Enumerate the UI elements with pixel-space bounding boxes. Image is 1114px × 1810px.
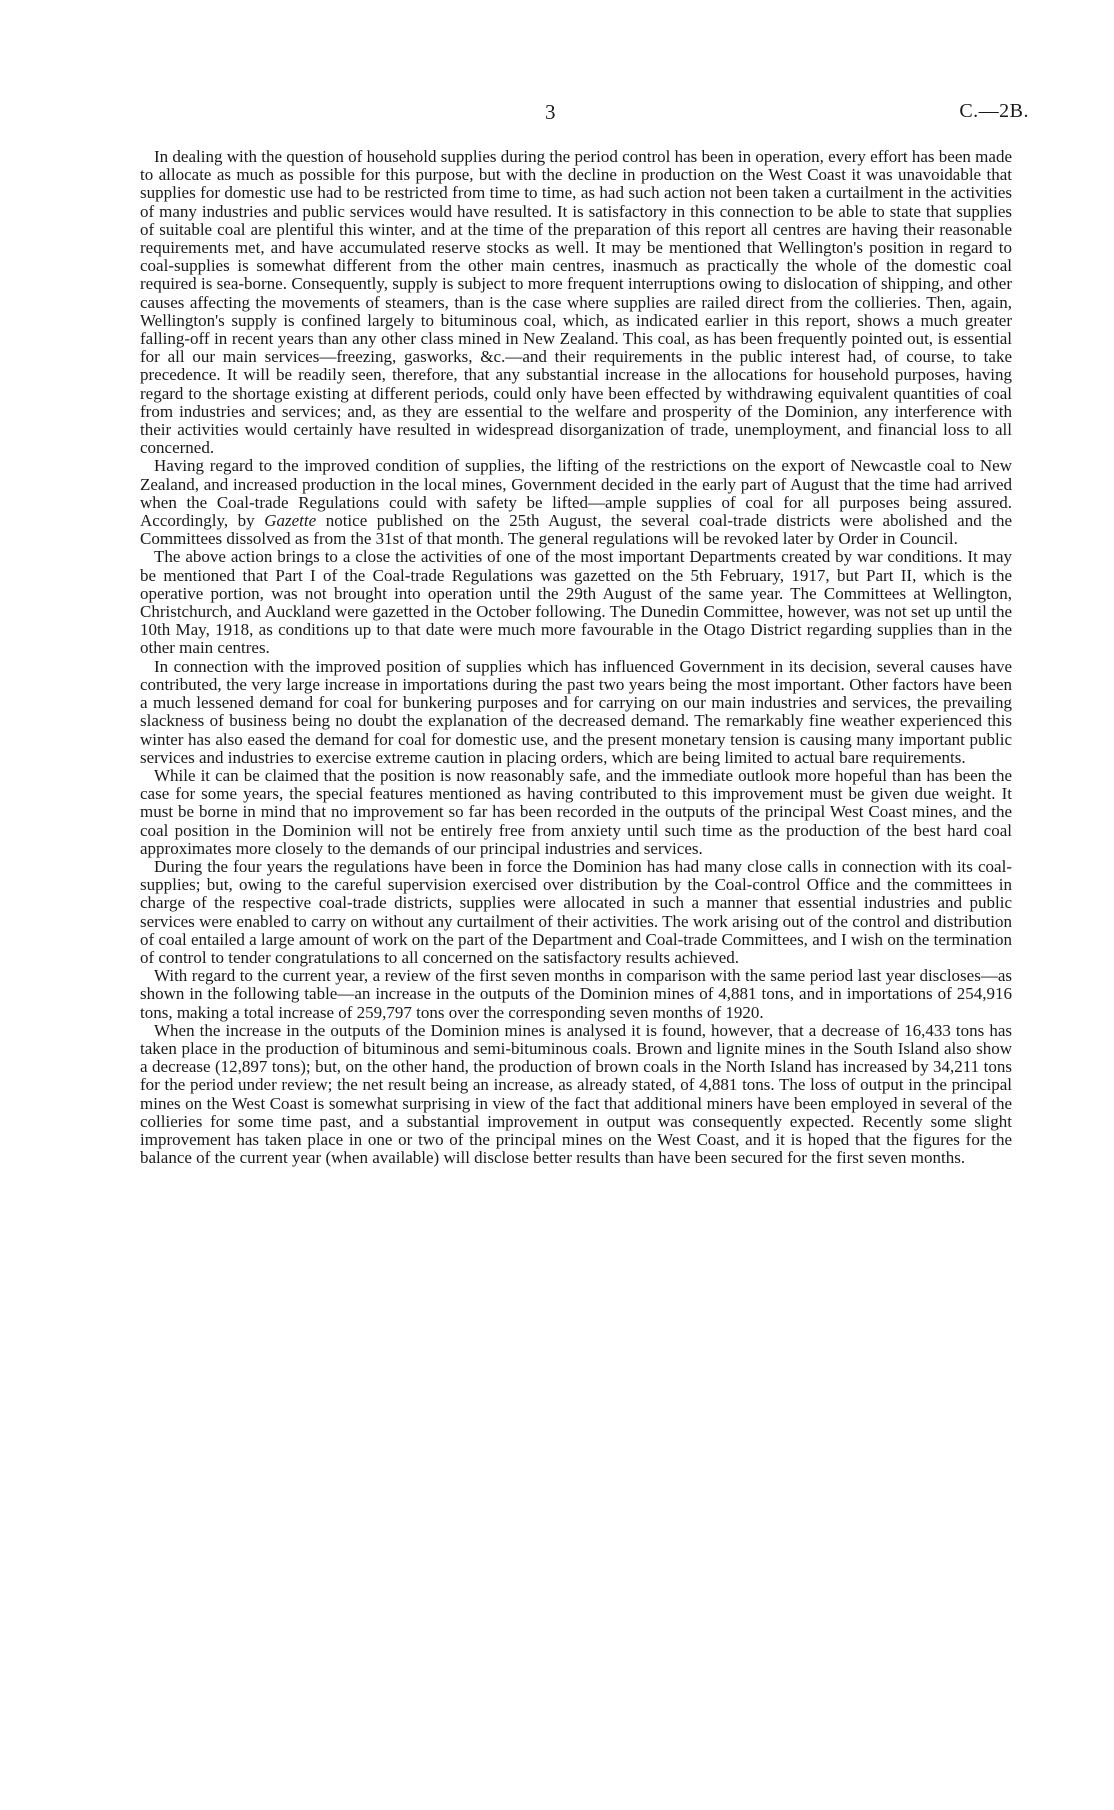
paragraph-lifting-restrictions [140,457,1012,548]
paragraph-analysis: When the increase in the outputs of the Dominion mines is analysed it is found, however, that a decrease of 16,433 tons has taken place in the production of bituminous and semi-bituminous coals. Brown and lignite mines in the South Island also show a decrease (12,897 tons); but, on the other hand, the production of brown coals in the North Island has increased by 34,211 tons for the period under review; the net result being an increase, as already stated, of 4,881 tons. The loss of output in the principal mines on the West Coast is somewhat surprising in view of the fact that additional miners have been employed in several of the collieries for some time past, and a substantial improvement in output was consequently expected. Recently some slight improvement has taken place in one or two of the principal mines on the West Coast, and it is hoped that the figures for the balance of the current year (when available) will disclose better results than have been secured for the first seven months. [140,1020,1012,1168]
paragraph-war-department: The above action brings to a close the activities of one of the most important Departments created by war conditions. It may be mentioned that Part I of the Coal-trade Regulations was gazetted on the 5th February, 1917, but Part II, which is the operative portion, was not brought into operation until the 29th August of the same year. The Committees at Wellington, Christchurch, and Auckland were gazetted in the October following. The Dunedin Committee, however, was not set up until the 10th May, 1918, as conditions up to that date were much more favourable in the Otago District regarding supplies than in the other main centres. [140,547,1012,658]
body-text [140,148,1012,1167]
paragraph-improved-position: In connection with the improved position of supplies which has influenced Government in its decision, several causes have contributed, the very large increase in importations during the past two years being the most important. Other factors have been a much lessened demand for coal for bunkering purposes and for carrying on our main industries and services, the prevailing slackness of business being no doubt the explanation of the decreased demand. The remarkably fine weather experienced this winter has also eased the demand for coal for domestic use, and the present monetary tension is causing many important public services and industries to exercise extreme caution in placing orders, which are being limited to actual bare requirements. [140,656,1012,767]
paragraph-current-year: With regard to the current year, a review of the first seven months in comparison with the same period last year discloses—as shown in the following table—an increase in the outputs of the Dominion mines of 4,881 tons, and in importations of 254,916 tons, making a total increase of 259,797 tons over the corresponding seven months of 1920. [140,966,1012,1022]
paragraph-text: notice published on the 25th August, the several coal-trade districts were abolished and the Committees dissolved as from the 31st of that month. The general regulations will be revoked later by Order in Council. [140,511,1013,549]
document-reference: C.—2B. [959,100,1029,122]
paragraph-outlook: While it can be claimed that the position is now reasonably safe, and the immediate outlook more hopeful than has been the case for some years, the special features mentioned as having contributed to this improvement must be given due weight. It must be borne in mind that no improvement so far has been recorded in the outputs of the principal West Coast mines, and the coal position in the Dominion will not be entirely free from anxiety until such time as the production of the best hard coal approximates more closely to the demands of our principal industries and services. [140,765,1012,858]
page-number: 3 [545,100,556,124]
paragraph-household-supplies: In dealing with the question of household supplies during the period control has been in operation, every effort has been made to allocate as much as possible for this purpose, but with the decline in production on the West Coast it was unavoidable that supplies for domestic use had to be restricted from time to time, as had such action not been taken a curtailment in the activities of many industries and public services would have resulted. It is satisfactory in this connection to be able to state that supplies of suitable coal are plentiful this winter, and at the time of the preparation of this report all centres are having their reasonable requirements met, and have accumulated reserve stocks as well. It may be mentioned that Wellington's position in regard to coal-supplies is somewhat different from the other main centres, inasmuch as practically the whole of the domestic coal required is sea-borne. Consequently, supply is subject to more frequent interruptions owing to dislocation of shipping, and other causes affecting the movements of steamers, than is the case where supplies are railed direct from the collieries. Then, again, Wellington's supply is confined largely to bituminous coal, which, as indicated earlier in this report, shows a much greater falling-off in recent years than any other class mined in New Zealand. This coal, as has been frequently pointed out, is essential for all our main services—freezing, gasworks, &c.—and their requirements in the public interest had, of course, to take precedence. It will be readily seen, therefore, that any substantial increase in the allocations for household purposes, having regard to the shortage existing at different periods, could only have been effected by withdrawing equivalent quantities of coal from industries and services; and, as they are essential to the welfare and prosperity of the Dominion, any interference with their activities would certainly have resulted in widespread disorganization of trade, unemployment, and financial loss to all concerned. [140,147,1012,458]
gazette-italic: Gazette [264,511,317,531]
paragraph-four-years: During the four years the regulations have been in force the Dominion has had many close calls in connection with its coal-supplies; but, owing to the careful supervision exercised over distribution by the Coal-control Office and the committees in charge of the respective coal-trade districts, supplies were allocated in such a manner that essential industries and public services were enabled to carry on without any curtailment of their activities. The work arising out of the control and distribution of coal entailed a large amount of work on the part of the Department and Coal-trade Committees, and I wish on the termination of control to tender congratulations to all concerned on the satisfactory results achieved. [140,856,1012,967]
paragraph-text: Having regard to the improved condition of supplies, the lifting of the restrictions on the export of Newcastle coal to New Zealand, and increased production in the local mines, Government decided in the early part of August that the time had arrived when the Coal-trade Regulations could with safety be lifted—ample supplies of coal for all purposes being assured. Accordingly, by [140,456,1012,531]
